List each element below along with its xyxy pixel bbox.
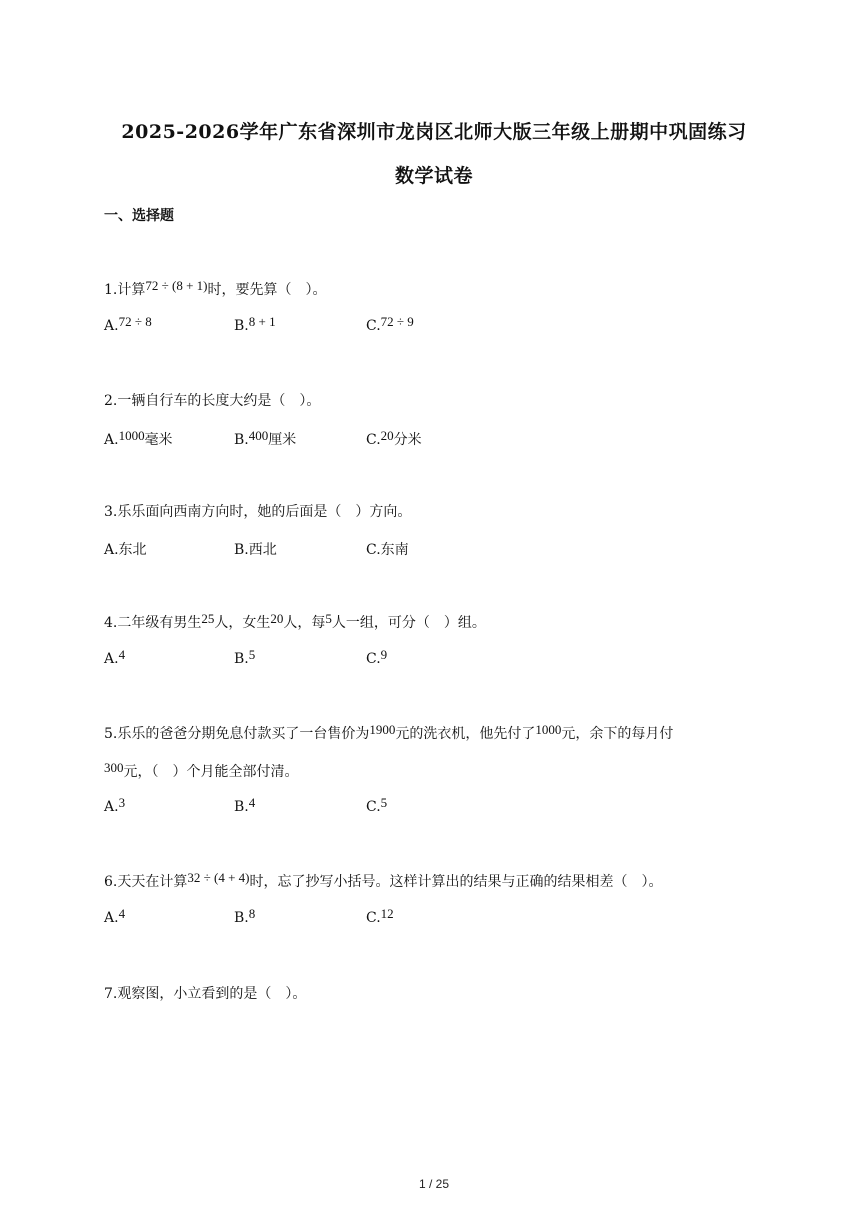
q1-option-a: A.72 ÷ 8 [104, 314, 152, 334]
q5-option-c: C.5 [366, 795, 388, 815]
q2-option-a: A.1000毫米 [104, 428, 173, 448]
question-1: 1.计算72 ÷ (8 + 1)时，要先算（ ）。 [104, 278, 327, 298]
q3-option-b: B.西北 [234, 542, 277, 558]
section-heading: 一、选择题 [104, 208, 174, 224]
q6-option-b: B.8 [234, 906, 256, 926]
question-6: 6.天天在计算32 ÷ (4 + 4)时，忘了抄写小括号。这样计算出的结果与正确的结果相差（ ）。 [104, 870, 663, 890]
question-2: 2.一辆自行车的长度大约是（ ）。 [104, 393, 321, 409]
q5-option-a: A.3 [104, 795, 126, 815]
question-5-line1: 5.乐乐的爸爸分期免息付款买了一台售价为1900元的洗衣机，他先付了1000元，余下的每月付 [104, 722, 674, 742]
q1-option-b: B.8 + 1 [234, 314, 276, 334]
q6-option-c: C.12 [366, 906, 394, 926]
q3-option-c: C.东南 [366, 542, 409, 558]
exam-title-line1: 2025-2026学年广东省深圳市龙岗区北师大版三年级上册期中巩固练习 [121, 121, 747, 143]
q6-option-a: A.4 [104, 906, 126, 926]
question-3: 3.乐乐面向西南方向时，她的后面是（ ）方向。 [104, 504, 412, 520]
exam-title-line2: 数学试卷 [394, 165, 473, 187]
question-7: 7.观察图，小立看到的是（ ）。 [104, 986, 307, 1002]
q5-option-b: B.4 [234, 795, 256, 815]
question-4: 4.二年级有男生25人，女生20人，每5人一组，可分（ ）组。 [104, 611, 486, 631]
q2-option-c: C.20分米 [366, 428, 422, 448]
q2-option-b: B.400厘米 [234, 428, 297, 448]
page-number: 1 / 25 [418, 1177, 450, 1191]
question-5-line2: 300元，（ ）个月能全部付清。 [104, 760, 299, 780]
q3-option-a: A.东北 [104, 542, 147, 558]
q4-option-c: C.9 [366, 647, 388, 667]
q4-option-a: A.4 [104, 647, 126, 667]
q4-option-b: B.5 [234, 647, 256, 667]
q1-option-c: C.72 ÷ 9 [366, 314, 414, 334]
